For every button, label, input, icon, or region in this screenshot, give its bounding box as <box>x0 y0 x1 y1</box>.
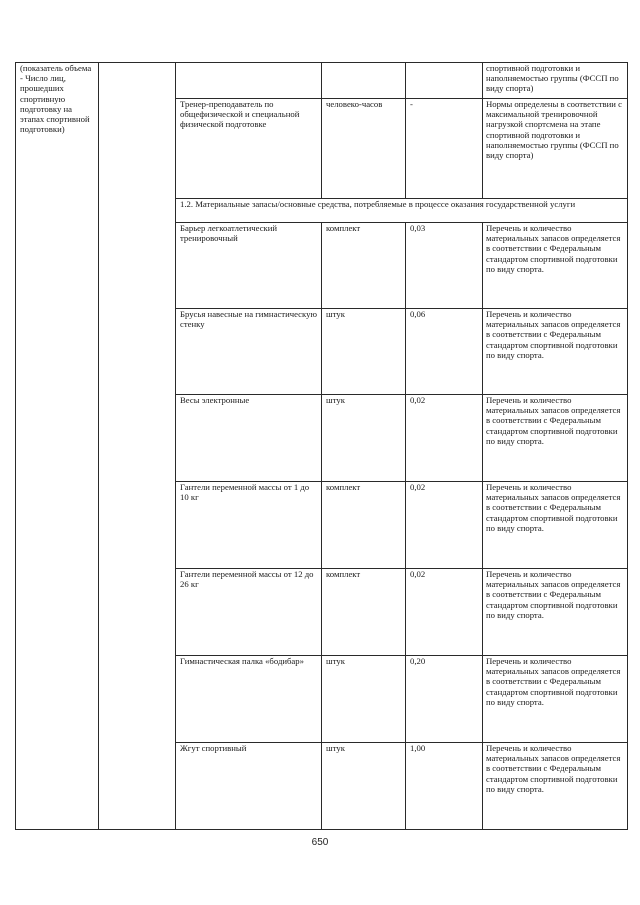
value-text: 0,06 <box>410 309 426 319</box>
unit-cell <box>322 482 406 569</box>
note-text: Перечень и количество материальных запасов определяется в соответствии с Федеральным стандартом спортивной подготовки по виду спорта. <box>486 395 621 446</box>
value-cell <box>406 482 483 569</box>
page-number: 650 <box>311 837 329 848</box>
note-cell <box>483 482 628 569</box>
note-cell <box>483 63 628 99</box>
value-cell <box>406 395 483 482</box>
unit-text: комплект <box>326 482 361 492</box>
resource-name-cell <box>176 656 322 743</box>
resource-name: Барьер легкоатлетический тренировочный <box>180 223 278 244</box>
note-text: Перечень и количество материальных запасов определяется в соответствии с Федеральным стандартом спортивной подготовки по виду спорта. <box>486 743 621 794</box>
note-text: Перечень и количество материальных запасов определяется в соответствии с Федеральным стандартом спортивной подготовки по виду спорта. <box>486 482 621 533</box>
resource-name-cell <box>176 63 322 99</box>
unit-text: штук <box>326 743 345 753</box>
note-text: Нормы определены в соответствии с максимальной тренировочной нагрузкой спортсмена на этапе спортивной подготовки и наполняемостью группы (ФССП по виду спорта) <box>486 99 622 161</box>
note-text: Перечень и количество материальных запасов определяется в соответствии с Федеральным стандартом спортивной подготовки по виду спорта. <box>486 223 621 274</box>
note-cell <box>483 223 628 309</box>
unit-cell <box>322 223 406 309</box>
unit-text: штук <box>326 395 345 405</box>
unit-text: комплект <box>326 223 361 233</box>
resource-name-cell <box>176 99 322 199</box>
note-text: Перечень и количество материальных запасов определяется в соответствии с Федеральным стандартом спортивной подготовки по виду спорта. <box>486 309 621 360</box>
resource-name: Брусья навесные на гимнастическую стенку <box>180 309 317 330</box>
resource-name-cell <box>176 309 322 395</box>
value-cell <box>406 63 483 99</box>
unit-cell <box>322 569 406 656</box>
unit-cell <box>322 656 406 743</box>
unit-text: комплект <box>326 569 361 579</box>
resource-name-cell <box>176 743 322 830</box>
resource-name: Жгут спортивный <box>180 743 247 753</box>
unit-text: штук <box>326 309 345 319</box>
resource-name: Гантели переменной массы от 1 до 10 кг <box>180 482 310 503</box>
value-text: 0,02 <box>410 569 426 579</box>
norms-table <box>15 62 628 830</box>
indicator-label: (показатель объема - Число лиц, прошедших спортивную подготовку на этапах спортивной подготовки) <box>20 63 92 135</box>
resource-name-cell <box>176 395 322 482</box>
note-cell <box>483 569 628 656</box>
note-text: спортивной подготовки и наполняемостью группы (ФССП по виду спорта) <box>486 63 619 94</box>
value-text: 0,02 <box>410 482 426 492</box>
resource-name-cell <box>176 569 322 656</box>
resource-name-cell <box>176 223 322 309</box>
section-heading: 1.2. Материальные запасы/основные средства, потребляемые в процессе оказания государственной услуги <box>180 199 576 209</box>
indicator-label-cell <box>16 63 99 830</box>
unit-text: штук <box>326 656 345 666</box>
note-cell <box>483 99 628 199</box>
unit-cell <box>322 395 406 482</box>
table-row <box>16 63 628 99</box>
note-text: Перечень и количество материальных запасов определяется в соответствии с Федеральным стандартом спортивной подготовки по виду спорта. <box>486 656 621 707</box>
value-cell <box>406 223 483 309</box>
value-cell <box>406 309 483 395</box>
value-text: - <box>410 99 413 109</box>
value-cell <box>406 99 483 199</box>
value-text: 0,03 <box>410 223 426 233</box>
resource-name-cell <box>176 482 322 569</box>
value-text: 0,20 <box>410 656 426 666</box>
unit-cell <box>322 743 406 830</box>
note-cell <box>483 656 628 743</box>
section-heading-cell <box>176 199 628 223</box>
unit-cell <box>322 99 406 199</box>
resource-name: Гимнастическая палка «бодибар» <box>180 656 304 666</box>
unit-cell <box>322 63 406 99</box>
value-cell <box>406 743 483 830</box>
value-cell <box>406 569 483 656</box>
empty-cell <box>99 63 176 830</box>
value-text: 0,02 <box>410 395 426 405</box>
resource-name: Тренер-преподаватель по общефизической и специальной физической подготовке <box>180 99 300 130</box>
note-cell <box>483 309 628 395</box>
note-cell <box>483 743 628 830</box>
note-cell <box>483 395 628 482</box>
unit-cell <box>322 309 406 395</box>
resource-name: Весы электронные <box>180 395 250 405</box>
resource-name: Гантели переменной массы от 12 до 26 кг <box>180 569 314 590</box>
value-cell <box>406 656 483 743</box>
unit-text: человеко-часов <box>326 99 383 109</box>
value-text: 1,00 <box>410 743 426 753</box>
note-text: Перечень и количество материальных запасов определяется в соответствии с Федеральным стандартом спортивной подготовки по виду спорта. <box>486 569 621 620</box>
